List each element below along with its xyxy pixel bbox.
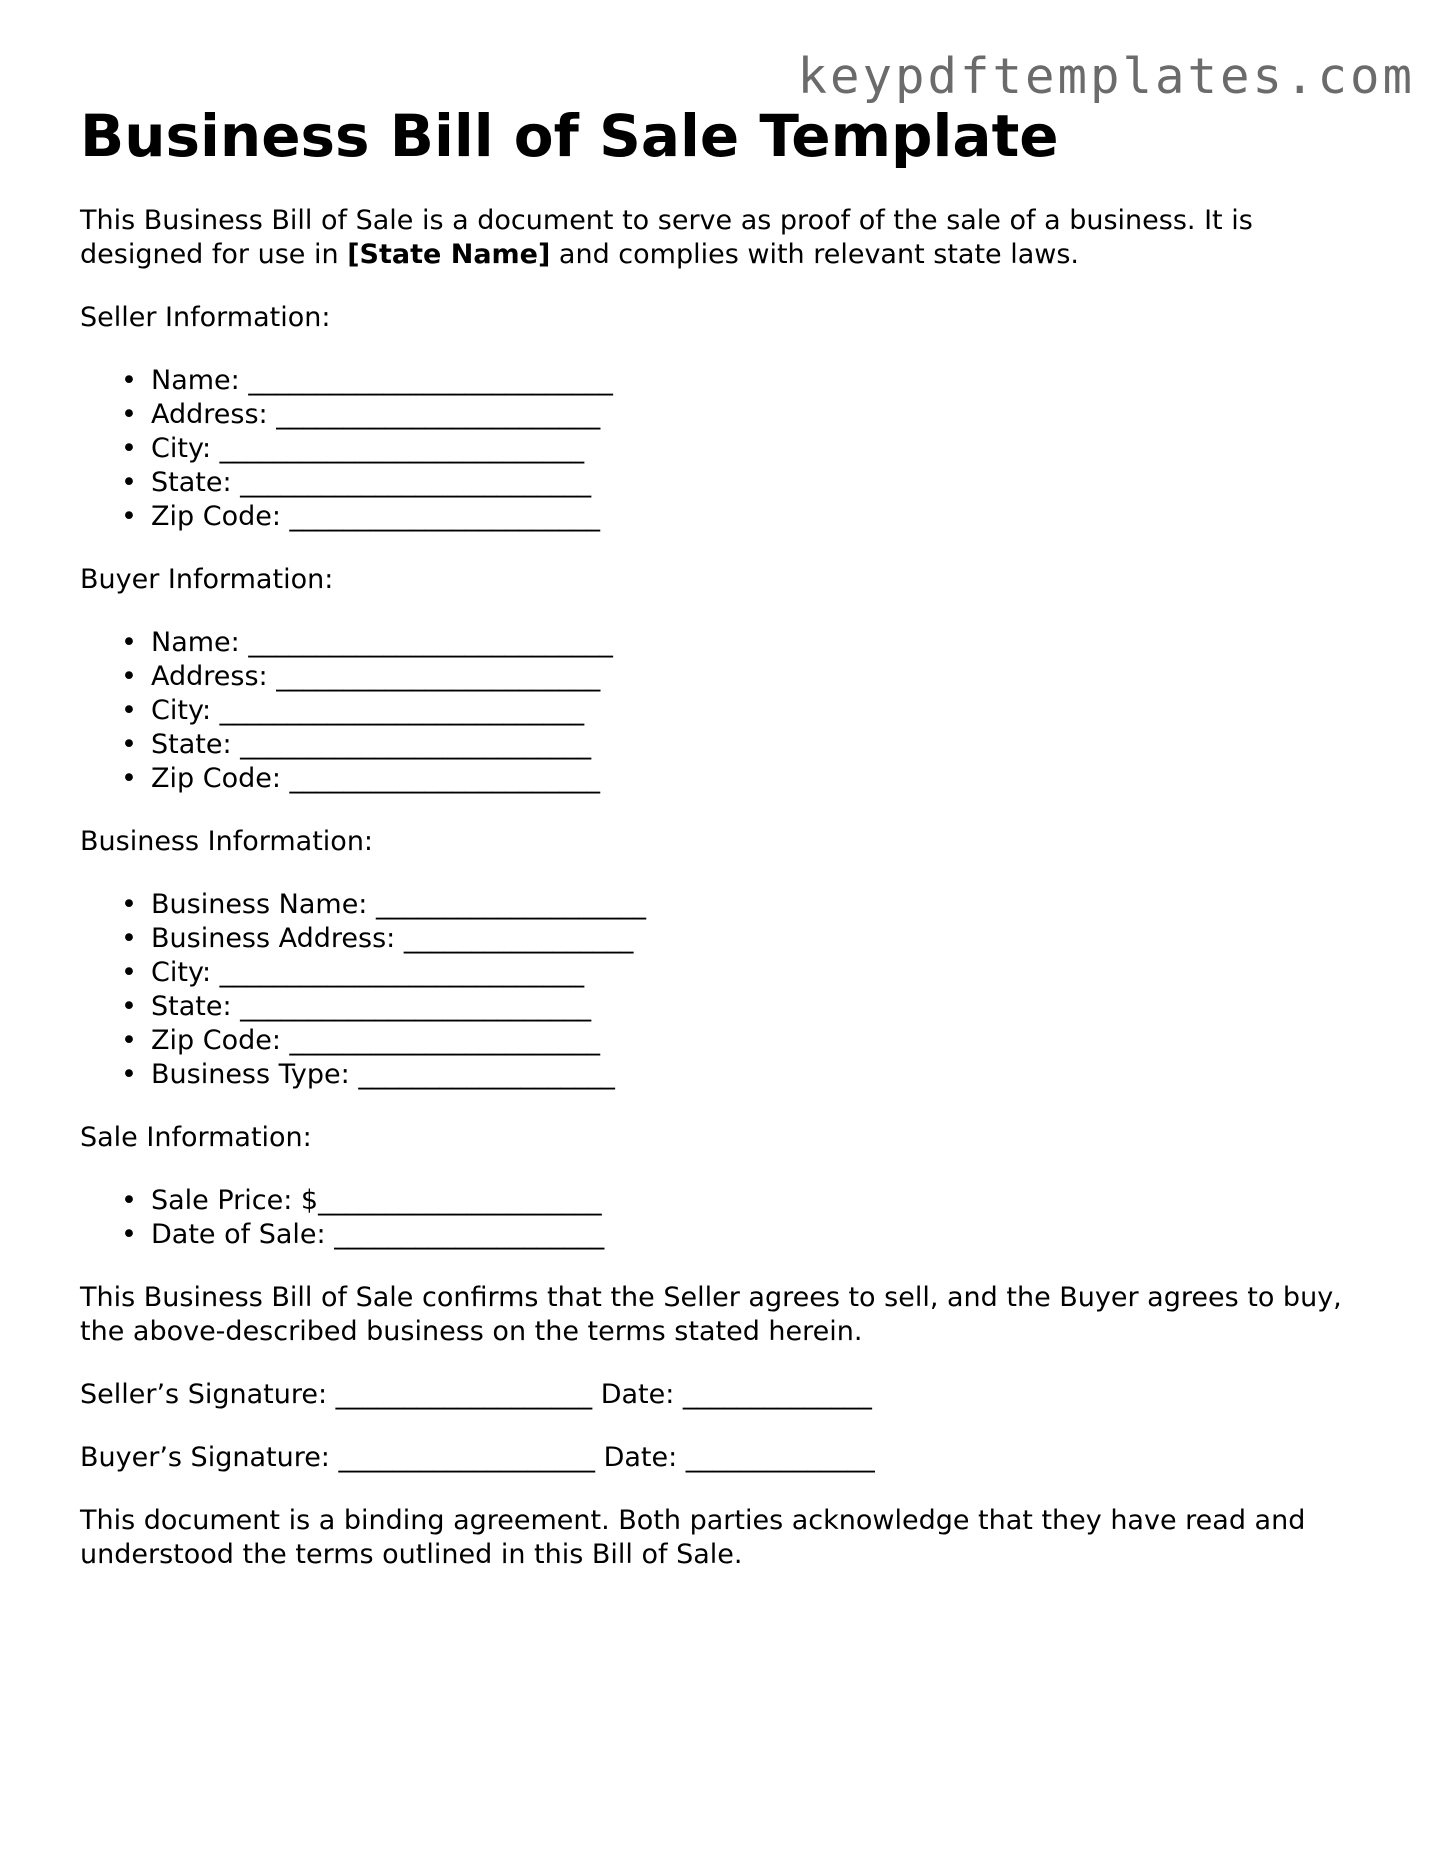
sale-fields-list	[80, 1184, 1380, 1252]
business-zip-field[interactable]: • Zip Code: _______________________	[151, 1024, 1380, 1058]
buyer-zip-field[interactable]: • Zip Code: _______________________	[151, 762, 1380, 796]
seller-zip-field[interactable]: • Zip Code: _______________________	[151, 500, 1380, 534]
state-name-placeholder: [State Name]	[347, 239, 551, 270]
business-city-field[interactable]: • City: ___________________________	[151, 956, 1380, 990]
buyer-section-heading: Buyer Information:	[80, 564, 334, 595]
business-fields-list	[80, 888, 1380, 1092]
business-state-field[interactable]: • State: __________________________	[151, 990, 1380, 1024]
sale-price-field[interactable]: • Sale Price: $_____________________	[151, 1184, 1380, 1218]
seller-section-heading: Seller Information:	[80, 302, 331, 333]
seller-state-field[interactable]: • State: __________________________	[151, 466, 1380, 500]
confirmation-paragraph: This Business Bill of Sale confirms that the Seller agrees to sell, and the Buyer agrees to buy, the above-described business on the terms stated herein.	[80, 1282, 1342, 1347]
buyer-signature-line[interactable]: Buyer’s Signature: ___________________ Date: ______________	[80, 1442, 875, 1473]
seller-city-field[interactable]: • City: ___________________________	[151, 432, 1380, 466]
closing-paragraph: This document is a binding agreement. Both parties acknowledge that they have read and understood the terms outlined in this Bill of Sale.	[80, 1505, 1306, 1570]
buyer-name-field[interactable]: • Name: ___________________________	[151, 626, 1380, 660]
sale-date-field[interactable]: • Date of Sale: ____________________	[151, 1218, 1380, 1252]
buyer-address-field[interactable]: • Address: ________________________	[151, 660, 1380, 694]
business-address-field[interactable]: • Business Address: _________________	[151, 922, 1380, 956]
sale-section-heading: Sale Information:	[80, 1122, 312, 1153]
document-body	[80, 100, 1380, 1572]
business-name-field[interactable]: • Business Name: ____________________	[151, 888, 1380, 922]
seller-address-field[interactable]: • Address: ________________________	[151, 398, 1380, 432]
buyer-fields-list	[80, 626, 1380, 796]
intro-paragraph	[80, 204, 1380, 272]
document-title: Business Bill of Sale Template	[80, 102, 1059, 170]
intro-text-before: This Business Bill of Sale is a document to serve as proof of the sale of a business. It is designed for use in	[80, 205, 1253, 270]
seller-signature-line[interactable]: Seller’s Signature: ___________________ Date: ______________	[80, 1379, 872, 1410]
watermark: keypdftemplates.com	[797, 48, 1415, 105]
business-type-field[interactable]: • Business Type: ___________________	[151, 1058, 1380, 1092]
buyer-state-field[interactable]: • State: __________________________	[151, 728, 1380, 762]
seller-fields-list	[80, 364, 1380, 534]
buyer-city-field[interactable]: • City: ___________________________	[151, 694, 1380, 728]
intro-text-after: and complies with relevant state laws.	[550, 239, 1080, 270]
business-section-heading: Business Information:	[80, 826, 374, 857]
seller-name-field[interactable]: • Name: ___________________________	[151, 364, 1380, 398]
